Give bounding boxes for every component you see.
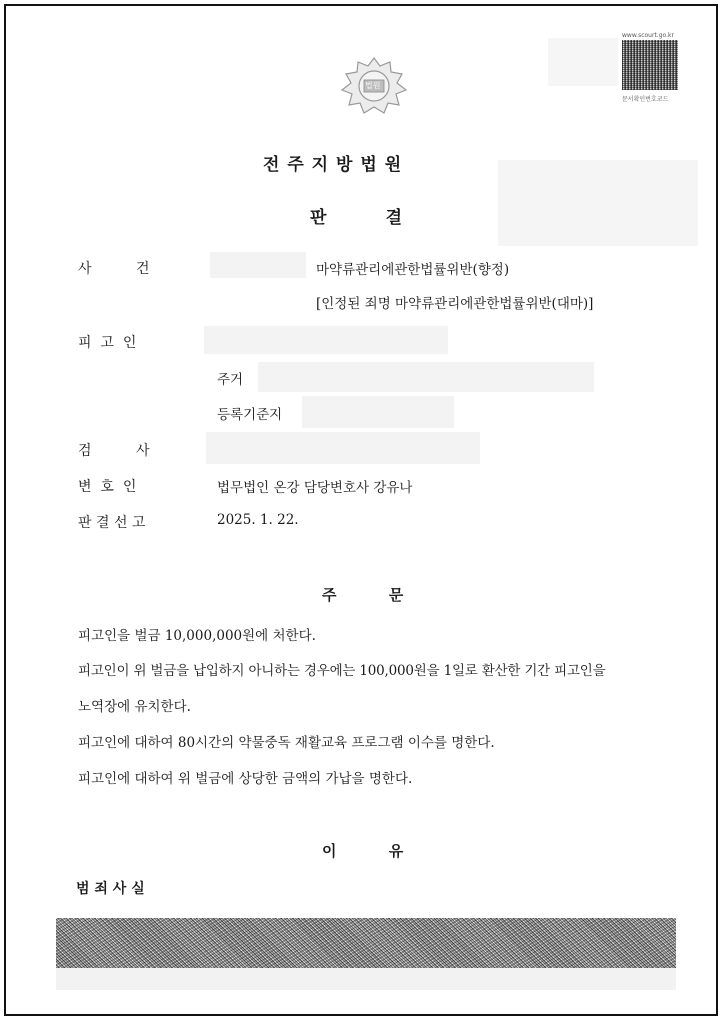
redacted-region: [56, 968, 676, 990]
order-heading: 주 문: [322, 586, 404, 604]
qr-url: www.scourt.go.kr: [622, 32, 674, 39]
order-line: 피고인이 위 벌금을 납입하지 아니하는 경우에는 100,000원을 1일로 환산한 기간 피고인을: [78, 663, 606, 679]
qr-caption: 문서확인번호코드: [622, 96, 669, 103]
redacted-region: [206, 432, 480, 464]
order-line: 피고인을 벌금 10,000,000원에 처한다.: [78, 628, 316, 644]
defendant-label: 피 고 인: [78, 335, 137, 351]
address-label: 주거: [217, 372, 244, 388]
redacted-region: [498, 160, 698, 246]
reason-heading: 이 유: [322, 842, 404, 860]
judgment-date-label: 판 결 선 고: [78, 515, 146, 531]
redacted-region: [210, 252, 306, 278]
emblem-text: 법원: [365, 81, 381, 90]
order-line: 피고인에 대하여 위 벌금에 상당한 금액의 가납을 명한다.: [78, 771, 413, 787]
order-line: 피고인에 대하여 80시간의 약물중독 재활교육 프로그램 이수를 명한다.: [78, 735, 495, 751]
qr-code-icon: [622, 40, 678, 90]
redacted-region: [548, 38, 618, 86]
counsel-value: 법무법인 온강 담당변호사 강유나: [217, 480, 413, 496]
case-value: 마약류관리에관한법률위반(향정): [316, 262, 510, 278]
order-line: 노역장에 유치한다.: [78, 699, 191, 715]
judgment-date-value: 2025. 1. 22.: [217, 512, 299, 528]
case-sub: [인정된 죄명 마약류관리에관한법률위반(대마)]: [316, 296, 594, 312]
counsel-label: 변 호 인: [78, 479, 137, 495]
crime-facts-heading: 범 죄 사 실: [76, 881, 145, 897]
redacted-region: [204, 326, 448, 354]
court-name: 전 주 지 방 법 원: [263, 155, 403, 175]
prosecutor-label: 검 사: [78, 443, 150, 459]
redacted-region: [302, 396, 454, 428]
case-label: 사 건: [78, 261, 150, 277]
court-emblem-icon: [336, 52, 412, 122]
redacted-region: [258, 362, 594, 392]
redacted-noise-block: [56, 918, 676, 968]
document-type: 판 결: [310, 208, 403, 228]
registration-label: 등록기준지: [217, 407, 283, 423]
